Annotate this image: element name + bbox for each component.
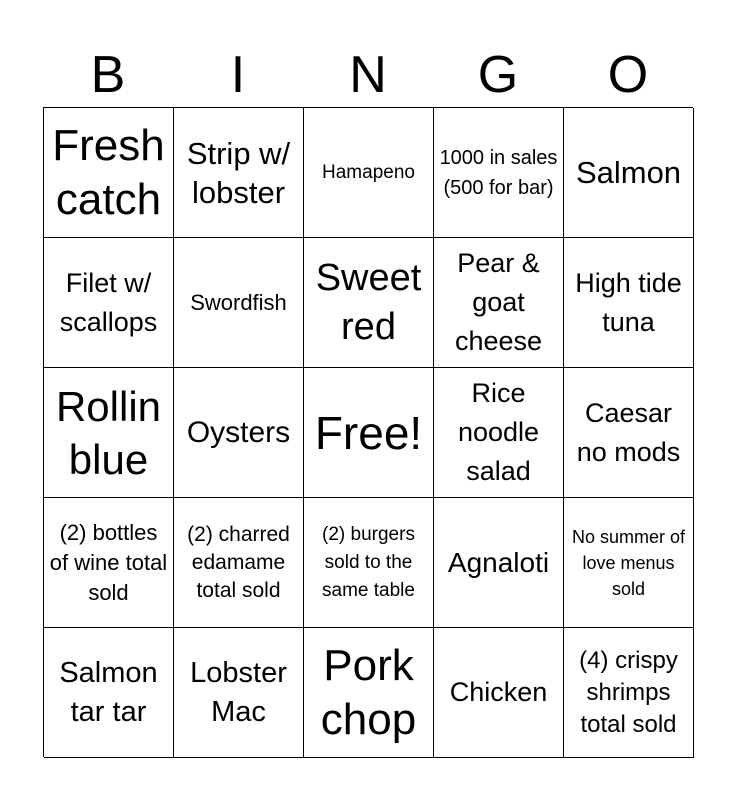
bingo-cell[interactable] [434,498,564,628]
cell-text: Chicken [449,677,548,707]
cell-text: (2) bottles of wine total sold [49,519,168,605]
cell-text: Pear & goat cheese [454,248,543,356]
cell-text: Oysters [186,416,291,449]
bingo-cell[interactable] [564,498,694,628]
cell-text: Strip w/ lobster [186,135,291,210]
bingo-cell[interactable] [564,368,694,498]
cell-text: Swordfish [190,289,287,315]
bingo-cell[interactable] [304,368,434,498]
bingo-cell[interactable] [564,238,694,368]
cell-text: Agnaloti [447,547,550,578]
cell-text: Sweet red [315,256,422,348]
bingo-cell[interactable] [304,238,434,368]
header-letter-g: G [477,46,519,104]
bingo-cell[interactable] [564,108,694,238]
bingo-cell[interactable] [304,628,434,758]
cell-text: 1000 in sales (500 for bar) [439,146,558,199]
free-space-text: Free! [314,406,423,459]
cell-text: Caesar no mods [576,397,681,467]
bingo-board [43,107,693,757]
bingo-cell[interactable] [304,498,434,628]
bingo-cell[interactable] [44,368,174,498]
bingo-cell[interactable] [434,238,564,368]
header-letter-b: B [90,46,126,104]
cell-text: (4) crispy shrimps total sold [579,646,678,738]
header-letter-i: I [230,46,246,104]
bingo-cell[interactable] [564,628,694,758]
cell-text: Lobster Mac [190,656,287,728]
cell-text: Rollin blue [55,382,162,483]
cell-text: Hamapeno [322,161,415,183]
cell-text: (2) charred edamame total sold [187,522,290,602]
bingo-cell[interactable] [434,368,564,498]
bingo-cell[interactable] [44,628,174,758]
bingo-cell[interactable] [44,498,174,628]
bingo-cell[interactable] [174,238,304,368]
cell-text: Rice noodle salad [457,378,540,486]
cell-text: Salmon [575,155,682,190]
header-letter-n: N [349,46,387,104]
bingo-cell[interactable] [44,238,174,368]
bingo-header [43,42,693,108]
bingo-cell[interactable] [304,108,434,238]
cell-text: High tide tuna [575,267,682,337]
cell-text: Pork chop [320,640,417,744]
cell-text: No summer of love menus sold [571,526,686,599]
bingo-cell[interactable] [174,368,304,498]
cell-text: Salmon tar tar [59,656,158,728]
bingo-cell[interactable] [174,108,304,238]
bingo-cell[interactable] [174,628,304,758]
bingo-cell[interactable] [174,498,304,628]
header-letter-o: O [607,46,649,104]
bingo-cell[interactable] [434,628,564,758]
cell-text: Filet w/ scallops [59,267,158,337]
bingo-cell[interactable] [44,108,174,238]
cell-text: Fresh catch [52,120,165,224]
cell-text: (2) burgers sold to the same table [322,523,415,601]
bingo-cell[interactable] [434,108,564,238]
